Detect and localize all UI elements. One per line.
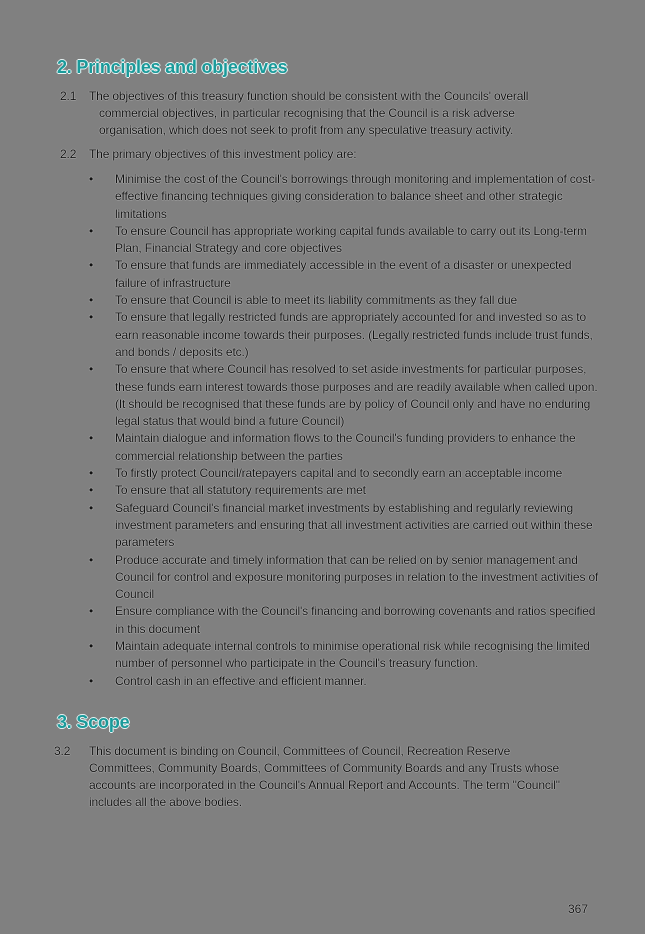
list-item (89, 223, 599, 258)
list-item-text: Control cash in an effective and efficient manner. (115, 673, 367, 688)
page-number: 367 (568, 902, 589, 916)
list-item-text: To ensure Council has appropriate working capital funds available to carry out its Long-term Plan, Financial Strategy and core objectives (115, 223, 587, 256)
list-item (89, 430, 599, 465)
list-item-text: Ensure compliance with the Council's financing and borrowing covenants and ratios specified in this document (115, 604, 596, 636)
paragraph-text: This document is binding on Council, Committees of Council, Recreation Reserve Committees, Community Boards, Committees of Community Boards and any Trusts whose accounts are incorporated in the Council's Annual Report and Accounts. The term "Council" includes all the above bodies. (89, 744, 560, 809)
bullet-icon: • (89, 258, 94, 273)
bullet-icon: • (89, 466, 94, 481)
list-item (89, 500, 599, 552)
paragraph-2-1 (60, 88, 600, 140)
list-item-text: Minimise the cost of the Council's borrowings through monitoring and implementation of cost-effective financing techniques giving consideration to balance sheet and other strategic limitations (115, 172, 596, 221)
list-item (89, 465, 599, 482)
paragraph-number: 3.2 (54, 744, 71, 758)
objectives-list (89, 171, 599, 690)
bullet-icon: • (89, 673, 94, 688)
list-item-text: To ensure that Council is able to meet its liability commitments as they fall due (115, 293, 518, 308)
list-item (89, 257, 599, 292)
list-item (89, 552, 599, 604)
list-item-text: To ensure that all statutory requirements are met (115, 483, 366, 498)
bullet-icon: • (89, 293, 94, 308)
list-item-text: To ensure that where Council has resolved to set aside investments for particular purposes, these funds earn interest towards those purposes and are readily available when called upon. (It should be recognised that these funds are by policy of Council only and have no enduring legal status that would bind a future Council) (115, 362, 598, 429)
paragraph-line: organisation, which does not seek to profit from any speculative treasury activity. (99, 123, 514, 137)
paragraph-line: The objectives of this treasury function should be consistent with the Councils' overall (89, 89, 529, 103)
list-item-text: Safeguard Council's financial market investments by establishing and regularly reviewing investment parameters and ensuring that all investment activities are carried out within these parameters (115, 500, 593, 550)
list-item (89, 482, 599, 499)
section-2-heading: 2. Principles and objectives (57, 57, 288, 77)
bullet-icon: • (89, 552, 94, 567)
bullet-icon: • (89, 431, 94, 446)
list-item-text: Produce accurate and timely information that can be relied on by senior management and Council for control and exposure monitoring purposes in relation to the investment activities of Council (115, 552, 599, 602)
paragraph-number: 2.2 (60, 147, 77, 161)
bullet-icon: • (89, 362, 94, 377)
bullet-icon: • (89, 604, 94, 619)
bullet-icon: • (89, 172, 94, 186)
list-item-text: To ensure that funds are immediately accessible in the event of a disaster or unexpected failure of infrastructure (115, 258, 572, 290)
bullet-icon: • (89, 223, 94, 238)
list-item (89, 292, 599, 309)
paragraph-text: The primary objectives of this investment policy are: (89, 147, 357, 161)
list-item-text: Maintain dialogue and information flows to the Council's funding providers to enhance the commercial relationship between the parties (115, 431, 576, 463)
list-item-text: Maintain adequate internal controls to minimise operational risk while recognising the limited number of personnel who participate in the Council's treasury function. (115, 639, 590, 671)
paragraph-number: 2.1 (60, 89, 77, 103)
list-item (89, 603, 599, 638)
list-item (89, 309, 599, 361)
bullet-icon: • (89, 500, 94, 515)
bullet-icon: • (89, 483, 94, 498)
paragraph-line: commercial objectives, in particular recognising that the Council is a risk adverse (99, 106, 515, 120)
section-3-heading: 3. Scope (57, 712, 130, 732)
list-item (89, 171, 599, 223)
bullet-icon: • (89, 639, 94, 654)
list-item-text: To firstly protect Council/ratepayers capital and to secondly earn an acceptable income (115, 466, 563, 481)
bullet-icon: • (89, 310, 94, 325)
list-item (89, 673, 599, 690)
list-item (89, 638, 599, 673)
list-item-text: To ensure that legally restricted funds are appropriately accounted for and invested so as to earn reasonable income towards their purposes. (Legally restricted funds include trust funds, and bonds / deposits etc.) (115, 310, 593, 359)
list-item (89, 361, 599, 430)
